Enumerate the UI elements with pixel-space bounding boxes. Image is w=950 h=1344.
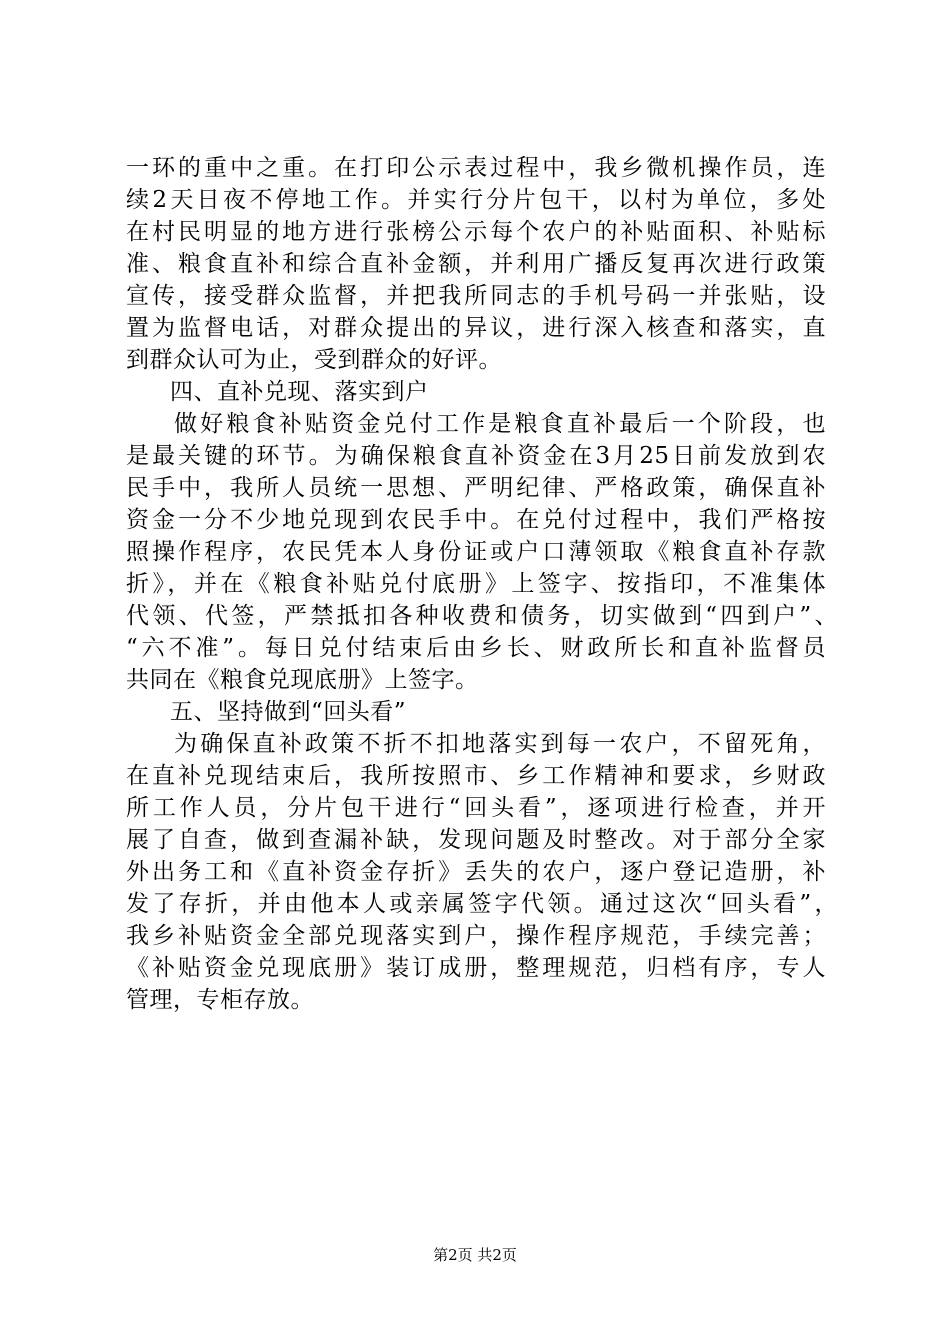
body-line: 发了存折，并由他本人或亲属签字代领。通过这次“回头看”， [126, 891, 838, 917]
body-line: 民手中，我所人员统一思想、严明纪律、严格政策，确保直补 [126, 475, 826, 501]
body-line: 置为监督电话，对群众提出的异议，进行深入核查和落实，直 [126, 315, 826, 341]
body-line: 我乡补贴资金全部兑现落实到户，操作程序规范，手续完善； [126, 923, 826, 949]
body-line: 所工作人员，分片包干进行“回头看”，逐项进行检查，并开 [126, 795, 826, 821]
body-line: 《补贴资金兑现底册》装订成册，整理规范，归档有序，专人 [126, 955, 826, 981]
section-heading: 五、坚持做到“回头看” [170, 699, 407, 725]
body-line: 到群众认可为止，受到群众的好评。 [126, 347, 502, 373]
body-line: 在直补兑现结束后，我所按照市、乡工作精神和要求，乡财政 [126, 763, 826, 789]
body-line: 做好粮食补贴资金兑付工作是粮食直补最后一个阶段，也 [174, 411, 826, 437]
body-line: 折》，并在《粮食补贴兑付底册》上签字、按指印，不准集体 [126, 571, 826, 597]
page-number-footer: 第2页 共2页 [433, 1246, 517, 1264]
document-body [126, 152, 838, 1016]
body-line: 资金一分不少地兑现到农民手中。在兑付过程中，我们严格按 [126, 507, 826, 533]
body-line: 管理，专柜存放。 [126, 987, 314, 1013]
body-line: 是最关键的环节。为确保粮食直补资金在3月25日前发放到农 [126, 443, 826, 469]
body-line: “六不准”。每日兑付结束后由乡长、财政所长和直补监督员 [126, 635, 826, 661]
body-line: 照操作程序，农民凭本人身份证或户口薄领取《粮食直补存款 [126, 539, 826, 565]
body-line: 展了自查，做到查漏补缺，发现问题及时整改。对于部分全家 [126, 827, 826, 853]
body-line: 为确保直补政策不折不扣地落实到每一农户，不留死角， [174, 731, 826, 757]
body-line: 在村民明显的地方进行张榜公示每个农户的补贴面积、补贴标 [126, 219, 826, 245]
body-line: 外出务工和《直补资金存折》丢失的农户，逐户登记造册，补 [126, 859, 826, 885]
body-line: 准、粮食直补和综合直补金额，并利用广播反复再次进行政策 [126, 251, 826, 277]
body-line: 共同在《粮食兑现底册》上签字。 [126, 667, 479, 693]
section-heading: 四、直补兑现、落实到户 [170, 379, 429, 405]
body-line: 续2天日夜不停地工作。并实行分片包干，以村为单位，多处 [126, 187, 826, 213]
body-line: 宣传，接受群众监督，并把我所同志的手机号码一并张贴，设 [126, 283, 826, 309]
body-line: 代领、代签，严禁抵扣各种收费和债务，切实做到“四到户”、 [126, 603, 838, 629]
body-line: 一环的重中之重。在打印公示表过程中，我乡微机操作员，连 [126, 155, 826, 181]
